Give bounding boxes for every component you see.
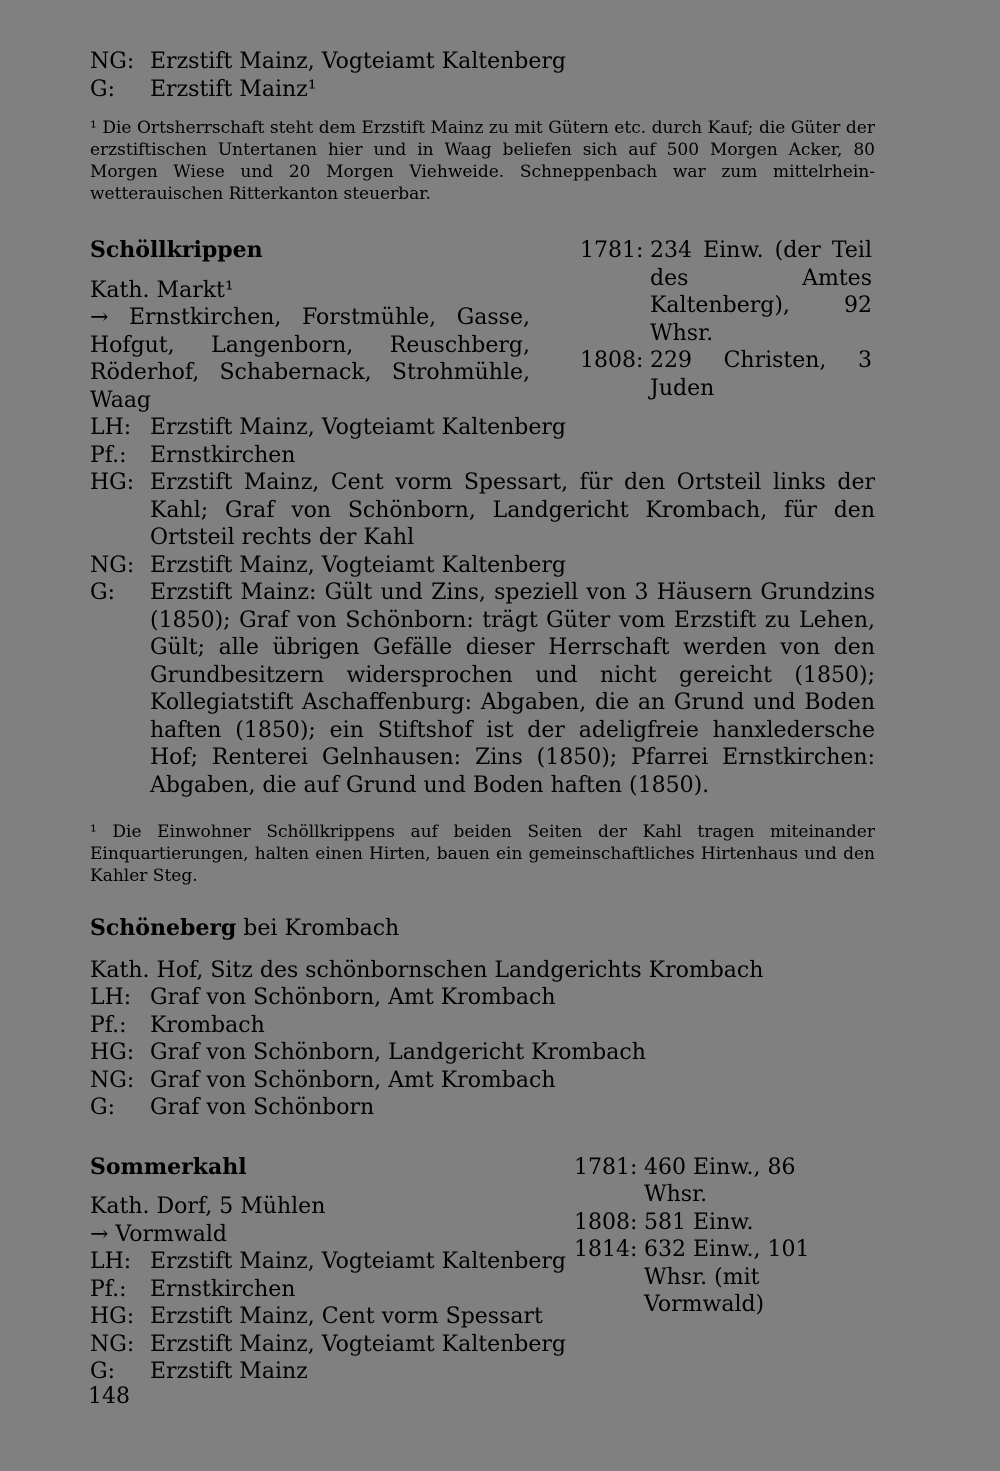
top-ng-value: Erzstift Mainz, Vogteiamt Kaltenberg (150, 49, 566, 74)
ng-value: Erzstift Mainz, Vogteiamt Kaltenberg (150, 1331, 566, 1357)
stat-text: 234 Einw. (der Teil des Amtes Kaltenberg), 92 Whsr. (650, 238, 872, 346)
top-g-row (90, 76, 875, 104)
lh-label: LH: (90, 1249, 132, 1274)
lh-value: Erzstift Mainz, Vogteiamt Kaltenberg (150, 415, 566, 440)
lh-label: LH: (90, 985, 132, 1010)
g-value: Graf von Schönborn (150, 1095, 375, 1120)
stat-row (574, 1209, 854, 1237)
entry-refs: → Vormwald (90, 1221, 227, 1247)
stat-row (574, 1154, 854, 1209)
g-row (90, 579, 875, 799)
stat-year: 1808: (580, 348, 644, 373)
hg-value: Erzstift Mainz, Cent vorm Spessart (150, 1304, 543, 1329)
ng-row (90, 552, 875, 580)
entry-sommerkahl (90, 1154, 875, 1386)
top-ng-row (90, 48, 875, 76)
hg-label: HG: (90, 1040, 135, 1065)
top-g-label: G: (90, 76, 115, 102)
entry-subtitle: bei Krombach (236, 916, 400, 941)
top-g-value: Erzstift Mainz¹ (150, 76, 317, 102)
pf-label: Pf.: (90, 1012, 127, 1038)
ng-value: Erzstift Mainz, Vogteiamt Kaltenberg (150, 552, 566, 578)
entry-title: Schöllkrippen (90, 237, 263, 263)
entry-stats (574, 1154, 854, 1319)
page-body (90, 48, 875, 1386)
pf-value: Ernstkirchen (150, 442, 296, 468)
entry-refs: → Ernstkirchen, Forstmühle, Gasse, Hofgut, Langenborn, Reuschberg, Röderhof, Schabernack, Strohmühle, Waag (90, 305, 530, 413)
hg-value: Graf von Schönborn, Landgericht Krombach (150, 1040, 646, 1065)
ng-label: NG: (90, 1331, 135, 1357)
g-value: Erzstift Mainz: Gült und Zins, speziell von 3 Häusern Grundzins (1850); Graf von Schönborn: trägt Güter vom Erzstift zu Lehen, Gült; alle übrigen Gefälle dieser Herrschaft werden von den Grundbesitzern widersprochen und nicht gereicht (1850); Kollegiatstift Aschaffenburg: Abgaben, die an Grund und Boden haften (1850); ein Stiftshof ist der adeligfreie hanxledersche Hof; Renterei Gelnhausen: Zins (1850); Pfarrei Ernstkirchen: Abgaben, die auf Grund und Boden haften (1850). (150, 580, 875, 798)
page-number: 148 (88, 1384, 130, 1409)
stat-text: 632 Einw., 101 Whsr. (mit Vormwald) (644, 1237, 810, 1317)
ng-label: NG: (90, 1067, 135, 1093)
pf-value: Krombach (150, 1012, 265, 1038)
stat-year: 1781: (574, 1154, 638, 1180)
hg-row (90, 1039, 875, 1067)
g-label: G: (90, 1359, 115, 1384)
g-label: G: (90, 580, 115, 605)
ng-row (90, 1067, 875, 1095)
ng-row (90, 1331, 875, 1359)
stat-row (580, 347, 872, 402)
lh-row (90, 414, 875, 442)
stat-text: 581 Einw. (644, 1209, 754, 1235)
ng-value: Graf von Schönborn, Amt Krombach (150, 1067, 556, 1093)
pf-label: Pf.: (90, 442, 127, 468)
entry-schoeneberg (90, 915, 875, 1122)
entry-type: Kath. Dorf, 5 Mühlen (90, 1194, 326, 1219)
stat-year: 1781: (580, 238, 644, 263)
lh-value: Graf von Schönborn, Amt Krombach (150, 985, 556, 1010)
stat-row (574, 1236, 854, 1319)
ng-label: NG: (90, 552, 135, 578)
entry-type: Kath. Hof, Sitz des schönbornschen Landgerichts Krombach (90, 957, 764, 983)
g-row (90, 1358, 875, 1386)
top-ng-label: NG: (90, 49, 135, 74)
top-footnote: ¹ Die Ortsherrschaft steht dem Erzstift Mainz zu mit Gütern etc. durch Kauf; die Güter der erzstiftischen Untertanen hier und in Waag beliefen sich auf 500 Morgen Acker, 80 Morgen Wiese und 20 Morgen Viehweide. Schneppenbach war zum mittelrhein-wetterauischen Ritterkanton steuerbar. (90, 118, 875, 204)
g-value: Erzstift Mainz (150, 1359, 308, 1384)
hg-value: Erzstift Mainz, Cent vorm Spessart, für den Ortsteil links der Kahl; Graf von Schönborn, Landgericht Krombach, für den Ortsteil rechts der Kahl (150, 470, 875, 550)
lh-value: Erzstift Mainz, Vogteiamt Kaltenberg (150, 1249, 566, 1274)
hg-label: HG: (90, 1304, 135, 1329)
entry-stats (580, 237, 872, 402)
lh-label: LH: (90, 415, 132, 440)
pf-label: Pf.: (90, 1276, 127, 1302)
stat-row (580, 237, 872, 347)
lh-row (90, 984, 875, 1012)
stat-text: 229 Christen, 3 Juden (650, 348, 872, 401)
entry-title: Sommerkahl (90, 1153, 247, 1180)
entry-title: Schöneberg (90, 915, 237, 941)
g-row (90, 1094, 875, 1122)
stat-year: 1814: (574, 1237, 638, 1262)
entry-schoellkrippen (90, 237, 875, 887)
stat-text: 460 Einw., 86 Whsr. (644, 1154, 796, 1207)
g-label: G: (90, 1095, 115, 1120)
hg-row (90, 469, 875, 552)
hg-label: HG: (90, 470, 135, 495)
stat-year: 1808: (574, 1209, 638, 1235)
pf-row (90, 1012, 875, 1040)
entry-type: Kath. Markt¹ (90, 277, 234, 303)
pf-value: Ernstkirchen (150, 1276, 296, 1302)
pf-row (90, 442, 875, 470)
entry-footnote: ¹ Die Einwohner Schöllkrippens auf beiden Seiten der Kahl tragen miteinander Einquartierungen, halten einen Hirten, bauen ein gemeinschaftliches Hirtenhaus und den Kahler Steg. (90, 822, 875, 886)
